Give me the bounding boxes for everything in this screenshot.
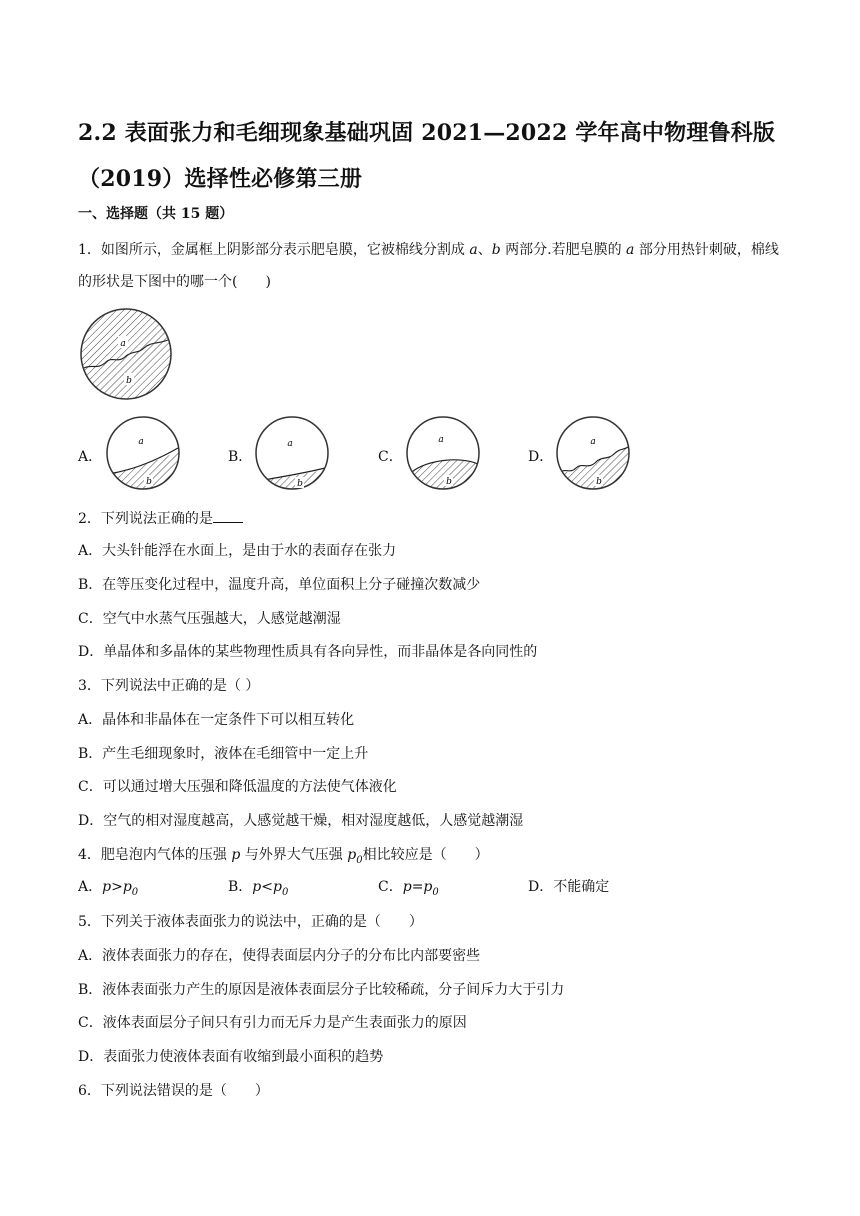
q2-option-b[interactable]: B．在等压变化过程中，温度升高，单位面积上分子碰撞次数减少 <box>78 577 481 593</box>
svg-text:b: b <box>446 477 452 487</box>
q4-option-d[interactable]: D．不能确定 <box>528 879 610 895</box>
q3-option-c[interactable]: C．可以通过增大压强和降低温度的方法使气体液化 <box>78 779 397 795</box>
q1-option-d-figure[interactable] <box>554 414 632 492</box>
svg-text:a: a <box>590 437 596 447</box>
svg-text:b: b <box>596 477 602 487</box>
q3-option-b[interactable]: B．产生毛细现象时，液体在毛细管中一定上升 <box>78 746 369 762</box>
svg-text:a: a <box>138 437 144 447</box>
svg-text:a: a <box>287 439 293 449</box>
region-b-label: b <box>126 376 132 386</box>
answer-blank[interactable] <box>213 508 243 523</box>
q1-option-a-figure[interactable] <box>104 414 182 492</box>
q1-option-b-label[interactable]: B． <box>228 449 253 465</box>
region-a-label: a <box>120 339 126 349</box>
q2-option-c[interactable]: C．空气中水蒸气压强越大，人感觉越潮湿 <box>78 611 341 627</box>
question-4-stem: 4．肥皂泡内气体的压强 p 与外界大气压强 $p_0$相比较应是（ ） <box>78 847 489 866</box>
q1-option-c-label[interactable]: C． <box>378 449 403 465</box>
q5-option-b[interactable]: B．液体表面张力产生的原因是液体表面层分子比较稀疏，分子间斥力大于引力 <box>78 982 565 998</box>
q1-option-b-figure[interactable] <box>253 414 331 492</box>
svg-text:b: b <box>297 479 303 489</box>
svg-text:b: b <box>146 477 152 487</box>
question-3-stem: 3．下列说法中正确的是（ ） <box>78 678 260 694</box>
q4-option-a[interactable]: A．$p>p_0$ <box>78 879 139 898</box>
q1-option-d-label[interactable]: D． <box>528 449 554 465</box>
question-2-stem: 2．下列说法正确的是 <box>78 508 243 529</box>
q5-option-a[interactable]: A．液体表面张力的存在，使得表面层内分子的分布比内部要密些 <box>78 948 481 964</box>
q4-option-b[interactable]: B．$p<p_0$ <box>228 879 289 898</box>
q5-option-c[interactable]: C．液体表面层分子间只有引力而无斥力是产生表面张力的原因 <box>78 1015 467 1031</box>
q1-option-a-label[interactable]: A． <box>78 449 103 465</box>
q4-option-c[interactable]: C．$p=p_0$ <box>378 879 439 898</box>
question-6-stem: 6．下列说法错误的是（ ） <box>78 1083 269 1099</box>
section-heading: 一、选择题（共 15 题） <box>78 206 234 222</box>
q5-option-d[interactable]: D．表面张力使液体表面有收缩到最小面积的趋势 <box>78 1049 384 1065</box>
soap-film-figure <box>78 306 174 402</box>
q3-option-a[interactable]: A．晶体和非晶体在一定条件下可以相互转化 <box>78 712 355 728</box>
svg-text:a: a <box>438 435 444 445</box>
question-5-stem: 5．下列关于液体表面张力的说法中，正确的是（ ） <box>78 914 423 930</box>
q2-option-a[interactable]: A．大头针能浮在水面上，是由于水的表面存在张力 <box>78 543 397 559</box>
q2-option-d[interactable]: D．单晶体和多晶体的某些物理性质具有各向异性，而非晶体是各向同性的 <box>78 644 538 660</box>
q1-option-c-figure[interactable] <box>404 414 482 492</box>
question-1-stem: 1．如图所示，金属框上阴影部分表示肥皂膜，它被棉线分割成 a、b 两部分.若肥皂膜的 a 部分用热针刺破，棉线的形状是下图中的哪一个( ) <box>78 242 779 290</box>
q3-option-d[interactable]: D．空气的相对湿度越高，人感觉越干燥，相对湿度越低，人感觉越潮湿 <box>78 813 524 829</box>
page-title: 2.2 表面张力和毛细现象基础巩固 2021—2022 学年高中物理鲁科版（2019）选择性必修第三册 <box>78 120 776 192</box>
